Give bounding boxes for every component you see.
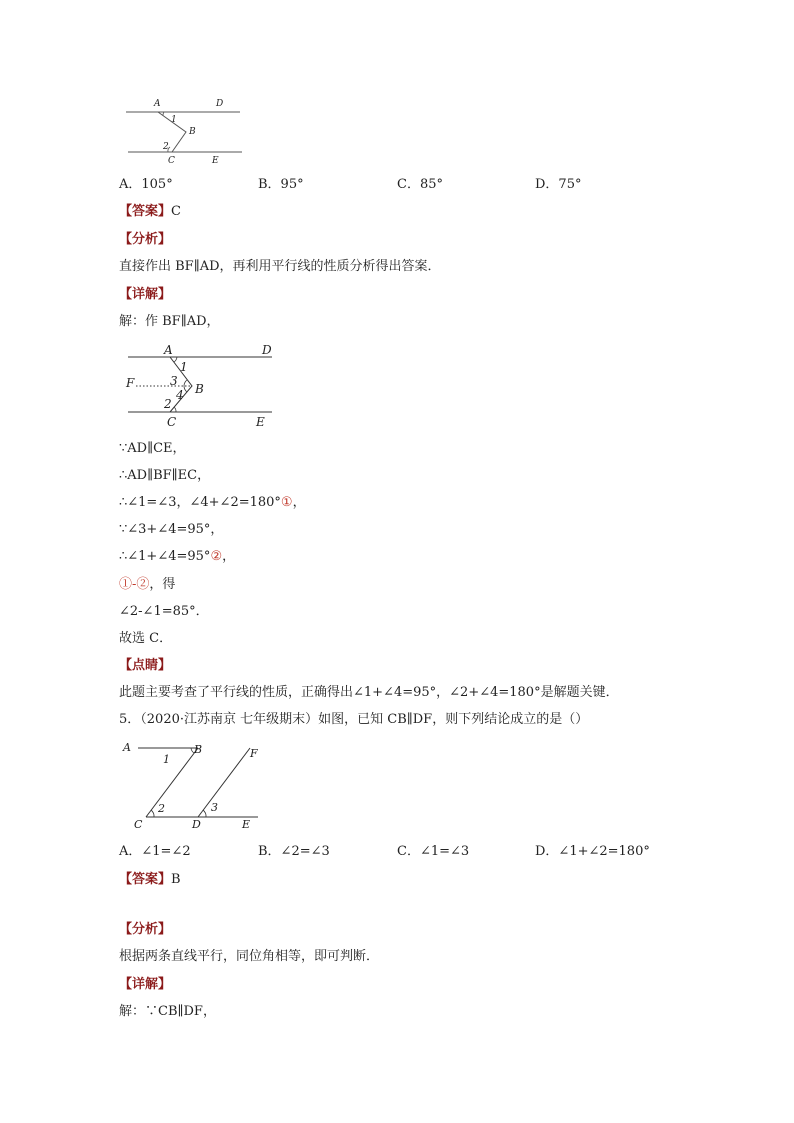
analysis-text-2: 根据两条直线平行，同位角相等，即可判断． [119, 949, 380, 964]
label-a: A [123, 741, 131, 754]
step-3-text: ∴∠1=∠3，∠4+∠2=180° [119, 495, 281, 510]
option-a: A．105° [119, 177, 173, 192]
label-e: E [212, 156, 219, 166]
q5-option-b: B．∠2=∠3 [258, 844, 330, 859]
q5-option-d: D．∠1+∠2=180° [535, 844, 650, 859]
step-6-mark: ①-② [119, 577, 150, 592]
step-5-mark: ② [210, 549, 223, 564]
label-3: 3 [170, 374, 178, 388]
label-2: 2 [158, 802, 165, 815]
detail-tag-2: 【详解】 [119, 977, 172, 992]
answer-tag: 【答案】 [119, 204, 172, 219]
label-2: 2 [164, 397, 172, 411]
label-c: C [134, 818, 143, 831]
label-b: B [195, 382, 204, 396]
label-4: 4 [176, 388, 184, 402]
option-c: C．85° [397, 177, 443, 192]
label-f: F [250, 747, 258, 760]
step-6 [119, 576, 175, 594]
analysis-tag-1: 【分析】 [119, 232, 172, 247]
line-bc [146, 748, 198, 817]
label-a: A [164, 343, 173, 357]
analysis-tag-2: 【分析】 [119, 922, 172, 937]
angle-4-arc [184, 386, 187, 392]
label-1: 1 [171, 115, 177, 125]
detail-intro-2: 解：∵CB∥DF， [119, 1004, 216, 1019]
answer-value-2: B [171, 872, 181, 887]
answer-tag-2: 【答案】 [119, 872, 172, 887]
label-a: A [154, 99, 161, 109]
step-7: ∠2-∠1=85°． [119, 604, 209, 619]
label-f: F [126, 376, 135, 390]
angle-2-arc [151, 810, 154, 817]
answer-line-1 [119, 203, 181, 221]
option-d: D．75° [535, 177, 582, 192]
answer-value: C [171, 204, 181, 219]
detail-intro-1: 解：作 BF∥AD， [119, 314, 220, 329]
step-3-end: ， [292, 495, 306, 510]
q5-option-a: A．∠1=∠2 [119, 844, 191, 859]
angle-3-arc [184, 380, 187, 386]
label-e: E [256, 415, 265, 429]
analysis-text-1: 直接作出 BF∥AD，再利用平行线的性质分析得出答案． [119, 259, 441, 274]
label-d: D [192, 818, 201, 831]
angle-1-arc [174, 357, 177, 362]
option-b: B．95° [258, 177, 304, 192]
figure-1 [118, 92, 248, 167]
step-5-text: ∴∠1+∠4=95° [119, 549, 211, 564]
step-3 [119, 494, 306, 512]
label-d: D [216, 99, 224, 109]
label-d: D [262, 343, 272, 357]
question-5-stem: 5．（2020·江苏南京 七年级期末）如图，已知 CB∥DF，则下列结论成立的是（） [119, 712, 589, 727]
step-5-end: ， [222, 549, 236, 564]
answer-line-2 [119, 871, 181, 889]
label-2: 2 [163, 142, 169, 152]
label-e: E [242, 818, 251, 831]
label-c: C [167, 415, 177, 429]
q5-option-c: C．∠1=∠3 [397, 844, 470, 859]
label-1: 1 [180, 360, 188, 374]
label-1: 1 [163, 753, 170, 766]
line-df [198, 748, 250, 817]
step-5 [119, 548, 235, 566]
comment-text-1: 此题主要考查了平行线的性质，正确得出∠1+∠4=95°，∠2+∠4=180°是解题关键． [119, 685, 619, 700]
angle-2-arc [174, 407, 176, 412]
step-1: ∵AD∥CE， [119, 441, 186, 456]
detail-tag-1: 【详解】 [119, 287, 172, 302]
figure-2 [120, 340, 280, 432]
comment-tag-1: 【点睛】 [119, 658, 172, 673]
figure-3 [118, 738, 268, 834]
step-6-text: ，得 [149, 577, 176, 592]
label-b: B [189, 127, 196, 137]
step-3-mark: ① [280, 495, 293, 510]
step-8: 故选 C． [119, 631, 173, 646]
label-3: 3 [211, 801, 218, 814]
step-2: ∴AD∥BF∥EC， [119, 468, 211, 483]
label-c: C [168, 156, 175, 166]
angle-3-arc [203, 810, 206, 817]
label-b: B [194, 743, 203, 756]
step-4: ∵∠3+∠4=95°， [119, 522, 224, 537]
